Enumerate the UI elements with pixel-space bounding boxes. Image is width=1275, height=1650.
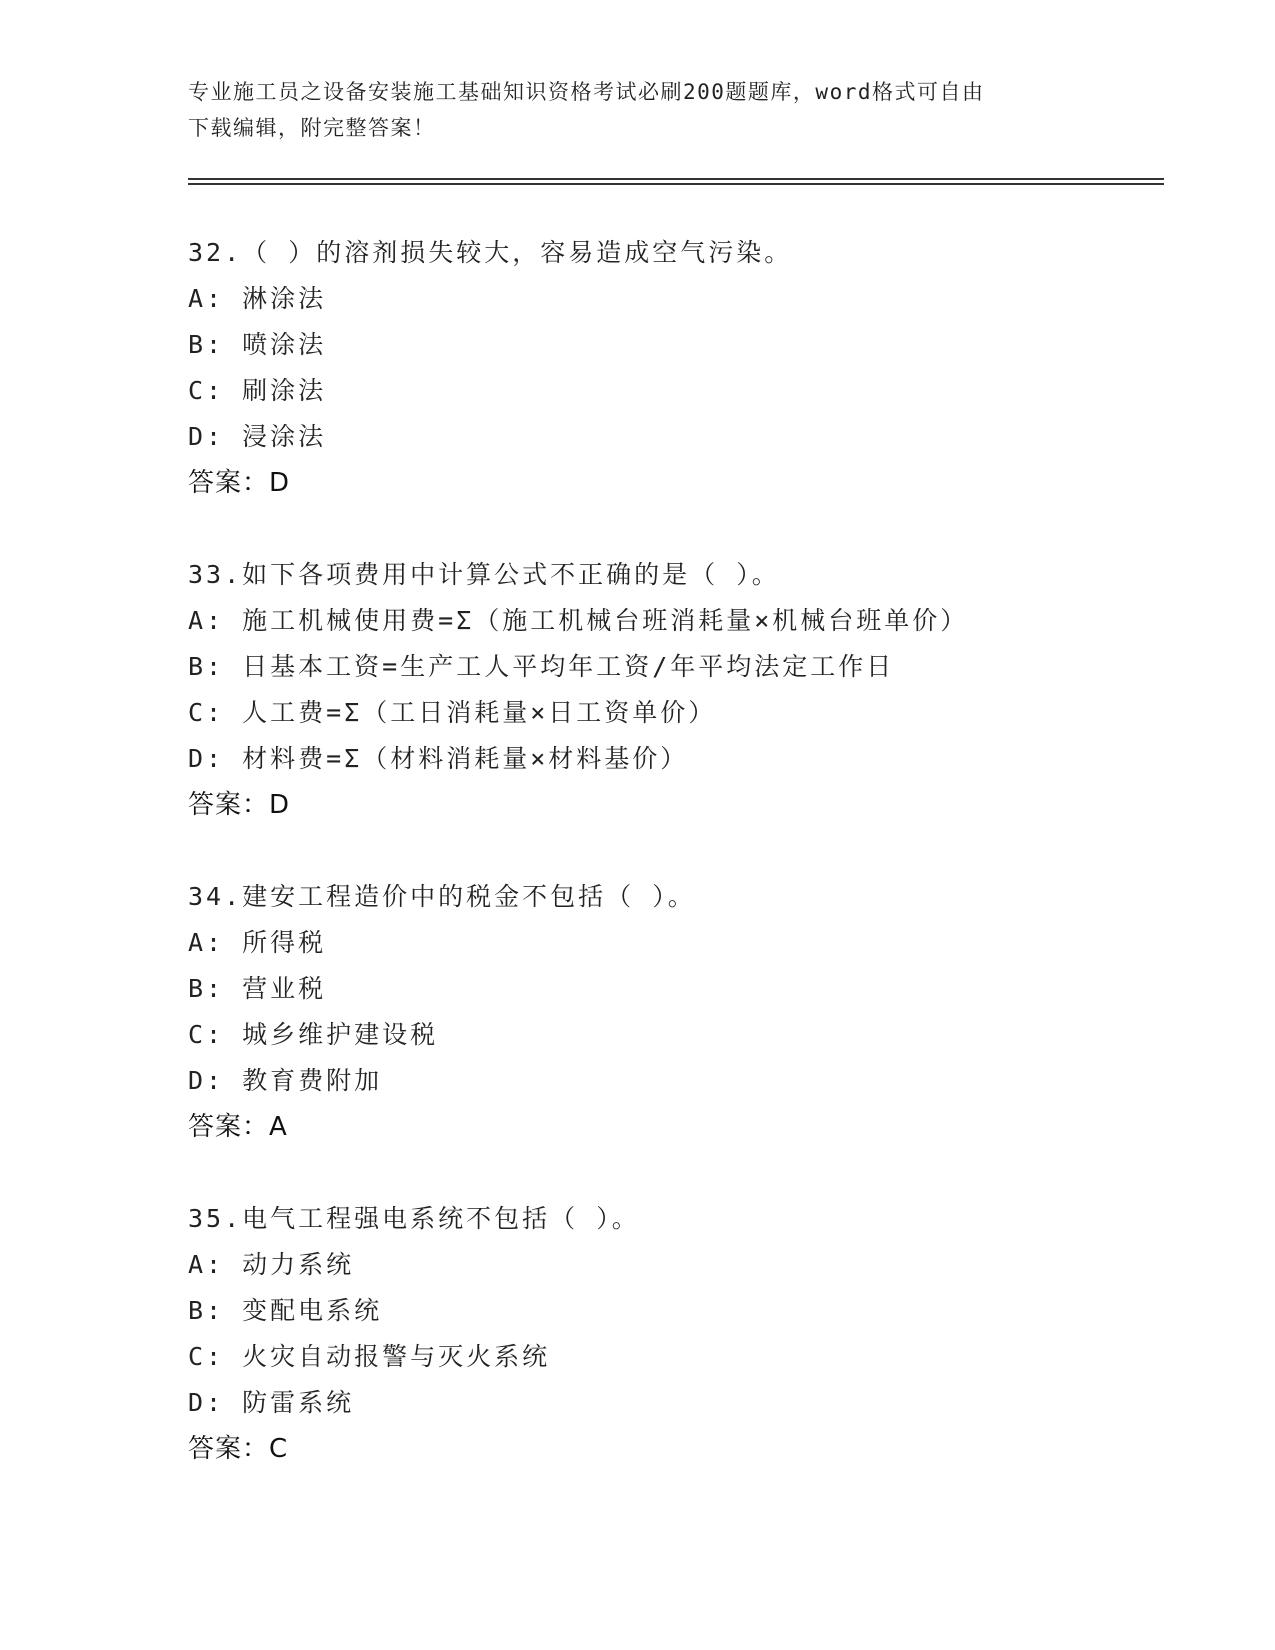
option-d: D: 教育费附加 <box>188 1066 383 1095</box>
question-block <box>188 230 1168 506</box>
option-c: C: 城乡维护建设税 <box>188 1020 439 1049</box>
option-c: C: 人工费=Σ（工日消耗量×日工资单价） <box>188 698 717 727</box>
header-line-1: 专业施工员之设备安装施工基础知识资格考试必刷200题题库，word格式可自由 <box>188 80 985 104</box>
question-stem: 35.电气工程强电系统不包括（ ）。 <box>188 1204 640 1233</box>
question-stem: 33.如下各项费用中计算公式不正确的是（ ）。 <box>188 560 780 589</box>
option-a: A: 施工机械使用费=Σ（施工机械台班消耗量×机械台班单价） <box>188 606 969 635</box>
document-header <box>188 74 1088 146</box>
option-b: B: 营业税 <box>188 974 327 1003</box>
answer-line: 答案：D <box>188 468 291 498</box>
header-line-2: 下载编辑，附完整答案！ <box>188 116 436 140</box>
question-block <box>188 1196 1168 1472</box>
question-block <box>188 874 1168 1150</box>
option-a: A: 所得税 <box>188 928 327 957</box>
option-c: C: 刷涂法 <box>188 376 327 405</box>
answer-line: 答案：A <box>188 1112 288 1142</box>
option-b: B: 日基本工资=生产工人平均年工资/年平均法定工作日 <box>188 652 895 681</box>
header-divider-top <box>188 178 1164 180</box>
option-b: B: 喷涂法 <box>188 330 327 359</box>
option-b: B: 变配电系统 <box>188 1296 383 1325</box>
answer-line: 答案：C <box>188 1434 289 1464</box>
header-divider-bottom <box>188 183 1164 185</box>
question-block <box>188 552 1168 828</box>
option-c: C: 火灾自动报警与灭火系统 <box>188 1342 551 1371</box>
option-d: D: 浸涂法 <box>188 422 327 451</box>
question-stem: 32.（ ）的溶剂损失较大，容易造成空气污染。 <box>188 238 793 267</box>
question-stem: 34.建安工程造价中的税金不包括（ ）。 <box>188 882 696 911</box>
answer-line: 答案：D <box>188 790 291 820</box>
option-d: D: 材料费=Σ（材料消耗量×材料基价） <box>188 744 689 773</box>
option-a: A: 动力系统 <box>188 1250 355 1279</box>
option-a: A: 淋涂法 <box>188 284 327 313</box>
option-d: D: 防雷系统 <box>188 1388 355 1417</box>
